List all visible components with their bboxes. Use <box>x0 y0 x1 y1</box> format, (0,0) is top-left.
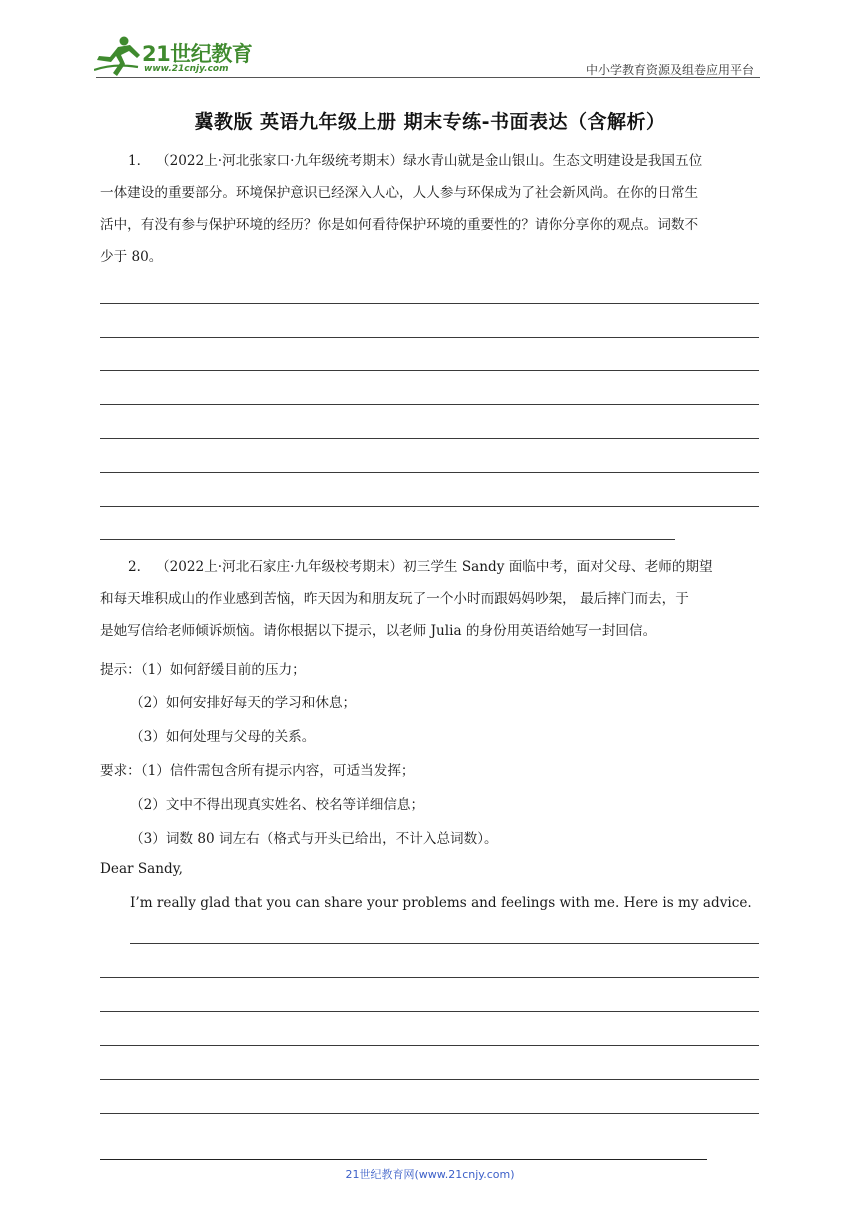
question-2-line: 和每天堆积成山的作业感到苦恼，昨天因为和朋友玩了一个小时而跟妈妈吵架， 最后摔门而去，于 <box>100 591 689 607</box>
question-1-text <box>100 145 760 273</box>
answer-line[interactable] <box>100 404 759 405</box>
requirements-label: 要求： <box>100 763 141 779</box>
answer-line[interactable] <box>100 1079 759 1080</box>
letter-opening: I’m really glad that you can share your problems and feelings with me. Here is my advice. <box>130 895 752 911</box>
requirement-item: （3）词数 80 词左右（格式与开头已给出，不计入总词数）。 <box>130 831 498 847</box>
requirement-item: （2）文中不得出现真实姓名、校名等详细信息； <box>130 797 425 813</box>
question-1-line: 一体建设的重要部分。环境保护意识已经深入人心，人人参与环保成为了社会新风尚。在你的日常生 <box>100 185 699 201</box>
answer-line[interactable] <box>100 438 759 439</box>
answer-line[interactable] <box>100 370 759 371</box>
answer-line[interactable] <box>130 943 759 944</box>
header-divider <box>96 77 760 78</box>
footer-divider <box>100 1159 707 1160</box>
question-1-line: （2022上·河北张家口·九年级统考期末）绿水青山就是金山银山。生态文明建设是我国五位 <box>156 153 703 169</box>
requirement-row <box>100 759 415 779</box>
question-2-text <box>100 551 760 647</box>
footer-link[interactable]: 21世纪教育网(www.21cnjy.com) <box>345 1168 515 1181</box>
question-1-line: 少于 80。 <box>100 249 163 265</box>
site-logo <box>94 36 264 78</box>
letter-greeting: Dear Sandy, <box>100 861 183 877</box>
answer-line[interactable] <box>100 1045 759 1046</box>
question-2-line: （2022上·河北石家庄·九年级校考期末）初三学生 Sandy 面临中考，面对父母、老师的期望 <box>156 559 713 575</box>
hint-item: （3）如何处理与父母的关系。 <box>130 729 316 745</box>
question-1-number: 1． <box>128 153 151 169</box>
question-1-line: 活中，有没有参与保护环境的经历？你是如何看待保护环境的重要性的？请你分享你的观点。词数不 <box>100 217 699 233</box>
answer-line[interactable] <box>100 977 759 978</box>
answer-line[interactable] <box>100 472 759 473</box>
page-title: 冀教版 英语九年级上册 期末专练-书面表达（含解析） <box>194 111 666 133</box>
hint-item: （1）如何舒缓目前的压力； <box>140 662 306 678</box>
logo-url: www.21cnjy.com <box>144 64 229 74</box>
platform-label: 中小学教育资源及组卷应用平台 <box>585 63 754 77</box>
answer-line[interactable] <box>100 539 675 540</box>
answer-line[interactable] <box>100 1113 759 1114</box>
hint-row <box>100 658 306 678</box>
hint-item: （2）如何安排好每天的学习和休息； <box>130 695 357 711</box>
question-2-line: 是她写信给老师倾诉烦恼。请你根据以下提示，以老师 Julia 的身份用英语给她写一封回信。 <box>100 623 657 639</box>
answer-line[interactable] <box>100 303 759 304</box>
answer-line[interactable] <box>100 1011 759 1012</box>
logo-text: 21世纪教育 <box>142 42 253 66</box>
requirement-item: （1）信件需包含所有提示内容，可适当发挥； <box>140 763 415 779</box>
answer-line[interactable] <box>100 337 759 338</box>
hints-label: 提示： <box>100 662 141 678</box>
question-2-number: 2． <box>128 559 151 575</box>
runner-icon <box>94 36 140 78</box>
answer-line[interactable] <box>100 506 759 507</box>
